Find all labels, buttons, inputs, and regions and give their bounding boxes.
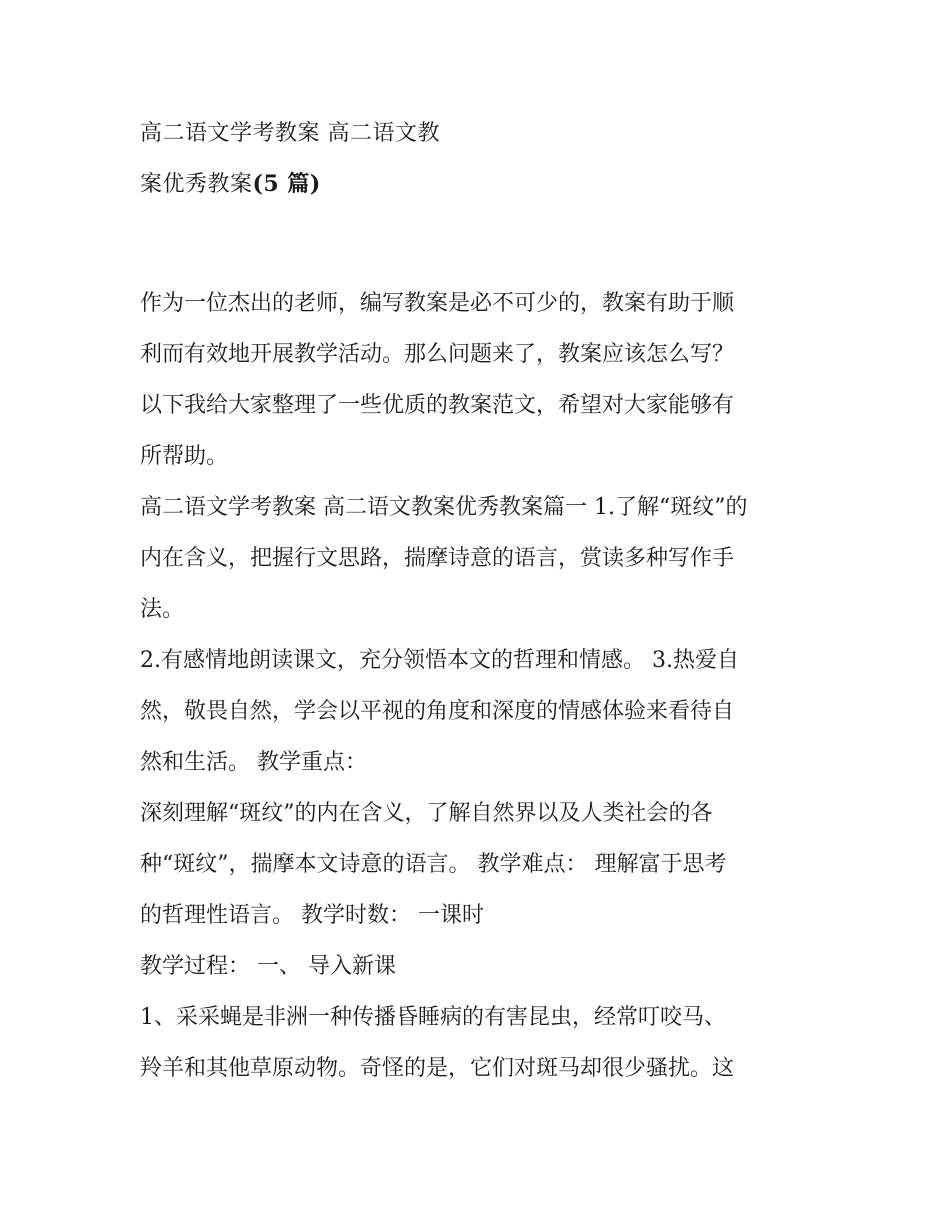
paragraph-intro-step-1 [140,992,820,1094]
text-line: 种“斑纹”，揣摩本文诗意的语言。 教学难点： 理解富于思考 [140,852,727,877]
document-title [140,108,820,210]
text-line: 然，敬畏自然，学会以平视的角度和深度的情感体验来看待自 [140,699,735,724]
text-line: 2.有感情地朗读课文，充分领悟本文的哲理和情感。 3.热爱自 [140,648,739,673]
document-body [140,278,820,1094]
text-line: 的哲理性语言。 教学时数： 一课时 [140,903,484,928]
text-line: 高二语文学考教案 高二语文教案优秀教案篇一 1.了解“斑纹”的 [140,495,748,520]
paragraph-objective-2-3 [140,635,820,788]
paragraph-key-points [140,788,820,941]
text-line: 所帮助。 [140,444,229,469]
text-line: 1、采采蝇是非洲一种传播昏睡病的有害昆虫，经常叮咬马、 [140,1005,726,1030]
text-line: 羚羊和其他草原动物。奇怪的是，它们对斑马却很少骚扰。这 [140,1056,735,1081]
paragraph-process-heading [140,941,820,992]
title-line-2 [140,159,820,210]
text-line: 然和生活。 教学重点： [140,750,367,775]
text-line: 法。 [140,597,185,622]
title-line-2-text: 案优秀教案 [140,172,253,197]
text-line: 利而有效地开展教学活动。那么问题来了，教案应该怎么写？ [140,342,735,367]
text-line: 作为一位杰出的老师，编写教案是必不可少的，教案有助于顺 [140,291,735,316]
text-line: 以下我给大家整理了一些优质的教案范文，希望对大家能够有 [140,393,735,418]
text-line: 教学过程： 一、 导入新课 [140,954,396,979]
text-line: 内在含义，把握行文思路，揣摩诗意的语言，赏读多种写作手 [140,546,735,571]
paragraph-objective-1 [140,482,820,635]
title-line-1: 高二语文学考教案 高二语文教 [140,121,440,146]
paragraph-intro [140,278,820,482]
title-count: (5 篇) [252,171,321,197]
text-line: 深刻理解“斑纹”的内在含义，了解自然界以及人类社会的各 [140,801,713,826]
